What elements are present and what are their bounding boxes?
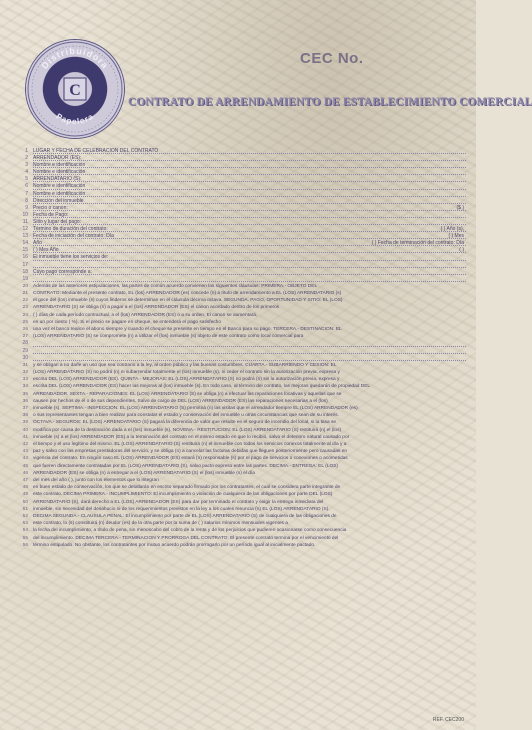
fill-line[interactable] <box>33 360 466 361</box>
form-row <box>14 233 466 240</box>
line-number: 7 <box>25 190 28 197</box>
clause-text: que fueren directamente contratadas por EL (LOS) ARRENDATARIO (S), salvo pacto expreso entre las partes. DECIMA.- ENTREGA: EL (LOS) <box>33 463 338 469</box>
line-number: 28 <box>22 340 28 347</box>
line-number: 4 <box>25 169 28 176</box>
line-number: 43 <box>22 449 28 455</box>
line-number: 13 <box>22 233 28 240</box>
line-number: 22 <box>22 298 28 304</box>
field-label: Nombre e identificación <box>33 190 86 197</box>
clause-text: la fecha del incumplimiento, a título de pena, sin menoscabo del cobro de la renta y de los perjuicios que pudieren ocasionarse como consecuencia <box>33 528 347 534</box>
field-label: Dirección del inmueble <box>33 197 84 204</box>
clause-text: escrita DEL (LOS) ARRENDADOR (ES) hacer las mejoras al (los) inmueble (s). En todo caso, al término del contrato, las mejoras quedarán de propiedad DEL <box>33 384 371 390</box>
svg-text:Distribuidora: Distribuidora <box>39 45 111 71</box>
form-row <box>14 191 466 198</box>
field-label: ARRENDADOR (ES): <box>33 155 82 162</box>
seal-graphic-icon <box>26 40 124 138</box>
company-seal-logo <box>26 40 124 138</box>
line-number: 39 <box>22 420 28 426</box>
clause-text: modifica por causa de la destinación dada a el (los) inmueble (s). NOVENA.- RESTITUCION: EL (LOS) ARRENDATARIO (S) restituirá (n) el (los) <box>33 427 342 433</box>
clause-line <box>14 391 466 398</box>
header-fields-section <box>14 148 466 283</box>
form-row <box>14 169 466 176</box>
clause-text: ARRENDADOR. SEXTA.- REPARACIONES: EL (LOS) ARRENDATARIO (S) se obliga (n) a efectuar las reparaciones locativas y aquellas que se <box>33 391 342 397</box>
field-label: Fecha de iniciación del contrato: Día <box>33 233 114 240</box>
clause-text: inmueble, sin necesidad del desahucio ni de los requerimientos previstos en la ley a los cuales renuncia (n) EL (LOS) ARRENDATARIO (S). <box>33 506 330 512</box>
field-label: Año <box>33 240 42 247</box>
line-number: 18 <box>22 268 28 275</box>
field-extra-label: ( ) Año (s), <box>440 226 464 233</box>
clause-text: inmueble (s). SEPTIMA.- INSPECCION: EL (LOS) ARRENDATARIO (S) permitirá (n) las visitas que el arrendador tiempre EL (LOS) ARRENDADOR (es) <box>33 405 358 411</box>
line-number: 27 <box>22 334 28 340</box>
line-number: 26 <box>22 327 28 332</box>
form-row <box>14 240 466 247</box>
line-number: 16 <box>22 254 28 261</box>
clause-text: el goce del (los) inmueble (s) cuyos linderos se determinan en el cláusula décima octava. SEGUNDA. PAGO, OPORTUNIDAD Y SITIO: EL (LOS) <box>33 298 343 304</box>
clause-line <box>14 369 466 376</box>
clause-line <box>14 520 466 527</box>
line-number: 2 <box>25 155 28 162</box>
line-number: 50 <box>22 499 28 505</box>
clause-line <box>14 297 466 304</box>
clause-text: este contrato. DECIMA PRIMERA.- INCUMPLIMIENTO: El incumplimiento o violación de cualquiera de las obligaciones por parte DEL (LOS) <box>33 492 333 498</box>
clause-line <box>14 312 466 319</box>
form-row <box>14 162 466 169</box>
clause-line <box>14 419 466 426</box>
line-number: 23 <box>22 305 28 311</box>
clause-line <box>14 441 466 448</box>
clause-text: este contrato, lo (s) constituirá (n) deudor (es) de la otra parte por la suma de ( ) salarios mínimos mensuales vigentes a <box>33 521 288 527</box>
clause-text: o sus representantes tengan a bien realizar para constatar el estado y conservación del inmueble u otras circunstancias que sean de su interés. <box>33 413 339 419</box>
clause-text: ARRENDADOR (ES) se obliga (n) a entregar a el (LOS) ARRENDATARIO (S) el (los) inmueble (s) el día <box>33 470 255 476</box>
clause-text: y se obligan a no darle un uso que sea contrario a la ley, al orden público y las buenas costumbres. CUARTA.- SUBARRIENDO Y CESION: EL <box>33 362 337 368</box>
destination-fields-section <box>14 340 466 361</box>
form-row <box>14 183 466 190</box>
line-number: 47 <box>22 477 28 483</box>
clause-line <box>14 283 466 290</box>
line-number: 36 <box>22 398 28 404</box>
line-number: 40 <box>22 427 28 433</box>
fill-line[interactable] <box>33 346 466 347</box>
clause-text: escrita DEL (LOS) ARRENDADOR (ES). QUINTA.- MEJORAS: EL (LOS) ARRENDATARIO (S) no podrá (n) sin la autorización previa, expresa y <box>33 377 340 383</box>
line-number: 29 <box>22 347 28 354</box>
clause-line <box>14 405 466 412</box>
line-number: 12 <box>22 226 28 233</box>
clause-text: OCTAVA.- SEGUROS: EL (LOS) ARRENDATARIO (S) pagará la diferencia de valor que resulte en el seguro de incendio del local, si la tasa se <box>33 420 337 426</box>
clause-text: inmueble (s) a el (los) ARRENDADOR (ES) a la terminación del contrato en el mismo estado en que lo recibió, salvo el deterioro natural causado por <box>33 434 350 440</box>
fill-line[interactable] <box>33 353 466 354</box>
field-extra-label: ( ) Fecha de terminación del contrato: Día <box>371 240 464 247</box>
fill-line[interactable] <box>33 267 466 268</box>
line-number: 11 <box>22 218 28 225</box>
svg-text:C: C <box>69 82 81 99</box>
form-row <box>14 198 466 205</box>
line-number: 3 <box>25 162 28 169</box>
clause-line <box>14 513 466 520</box>
clause-text: (LOS) ARRENDATARIO (S) no podrá (n) ni subarrendar totalmente el (los) inmueble (s), ni ceder el contrato sin la autorización previa, expresa y <box>33 369 340 375</box>
clause-text: ( ) días de cada período contractual, a el (los) ARRENDADOR (ES) o a su orden. El canon se aumentará, <box>33 312 258 318</box>
form-row <box>14 269 466 276</box>
line-number: 35 <box>22 391 28 397</box>
svg-text:Papelera: Papelera <box>54 111 96 127</box>
field-label: Nombre e identificación <box>33 183 86 190</box>
form-row <box>14 148 466 155</box>
form-row <box>14 176 466 183</box>
field-extra-label: ($ ) <box>456 204 464 211</box>
line-number: 38 <box>22 413 28 419</box>
field-label: Cuyo pago corresponde a: <box>33 268 92 275</box>
line-number: 45 <box>22 463 28 469</box>
clause-text: en un por ciento ( %). Si el precio se pagare en cheque, se entenderá el pago satisfecho <box>33 319 221 325</box>
clause-line <box>14 484 466 491</box>
field-extra-label: ( ) <box>459 247 464 254</box>
line-number: 49 <box>22 492 28 498</box>
clause-line <box>14 455 466 462</box>
line-number: 44 <box>22 456 28 462</box>
form-row <box>14 348 466 355</box>
clause-text: vigencia del contrato. En ningún caso EL (LOS) ARRENDADOR (ES) estará (n) responsable (s) por el pago de servicios o conexiones o acometidas <box>33 456 348 462</box>
line-number: 46 <box>22 470 28 476</box>
field-label: Fecha de Pago: <box>33 211 69 218</box>
field-label: ARRENDATARIO (S): <box>33 176 82 183</box>
line-number: 33 <box>22 377 28 383</box>
clause-line <box>14 326 466 333</box>
clause-line <box>14 470 466 477</box>
clause-line <box>14 362 466 369</box>
form-row <box>14 340 466 347</box>
field-label: Nombre e identificación <box>33 169 86 176</box>
line-number: 53 <box>22 521 28 527</box>
clause-line <box>14 491 466 498</box>
line-number: 24 <box>22 312 28 318</box>
line-number: 17 <box>22 261 28 268</box>
line-number: 10 <box>22 211 28 218</box>
line-number: 25 <box>22 319 28 325</box>
line-number: 52 <box>22 513 28 519</box>
field-label: LUGAR Y FECHA DE CELEBRACION DEL CONTRATO <box>33 148 159 154</box>
line-number: 5 <box>25 176 28 183</box>
form-row <box>14 226 466 233</box>
clause-line <box>14 304 466 311</box>
line-number: 42 <box>22 441 28 447</box>
line-number: 30 <box>22 354 28 361</box>
line-number: 20 <box>22 283 28 289</box>
clause-line <box>14 506 466 513</box>
clause-line <box>14 290 466 297</box>
clause-text: del incumplimiento. DECIMA TERCERA.- TERMINACION Y PRORROGA DEL CONTRATO: El presente contrato termina por el vencimiento del <box>33 535 339 541</box>
form-row <box>14 262 466 269</box>
field-label: ( ) Mes Año <box>33 247 59 254</box>
form-row <box>14 219 466 226</box>
clause-line <box>14 499 466 506</box>
line-number: 51 <box>22 506 28 512</box>
line-number: 14 <box>22 240 28 247</box>
clause-line <box>14 434 466 441</box>
fill-line[interactable] <box>33 281 466 282</box>
clause-line <box>14 412 466 419</box>
clause-text: Además de las anteriores estipulaciones, las partes de común acuerdo convienen las siguientes cláusulas: PRIMERA.- OBJETO DEL <box>33 283 318 289</box>
field-label: Término de duración del contrato: <box>33 226 108 233</box>
clause-line <box>14 535 466 542</box>
form-row <box>14 155 466 162</box>
clause-text: CONTRATO: Mediante el presente contrato, EL (los) ARRENDADOR (es) concede (n) a título de arrendamiento a EL (LOS) ARRENDATARIO (s) <box>33 290 342 296</box>
clause-text: ARRENDATARIO (S) se obliga (n) a pagar a el (los) ARRENDADOR (ES) el canon acordado dentro de los primeros <box>33 305 280 311</box>
clause-text: DECIMA SEGUNDA.- CLAUSULA PENAL: El incumplimiento por parte de EL (LOS) ARRENDATARIO (S) de cualquiera de las obligaciones de <box>33 513 337 519</box>
form-row <box>14 247 466 254</box>
line-number: 31 <box>22 362 28 368</box>
clause-line <box>14 427 466 434</box>
field-label: El inmueble tiene los servicios de: <box>33 254 109 261</box>
clause-text: del mes del año ( ), junto con los elementos que lo integran <box>33 477 159 483</box>
form-row <box>14 205 466 212</box>
clause-text: (LOS) ARRENDATARIO (S) se compromete (n) a utilizar el (los) inmueble (s) objeto de este contrato como local comercial para <box>33 334 304 340</box>
contract-form <box>14 148 466 549</box>
clause-line <box>14 333 466 340</box>
line-number: 21 <box>22 290 28 296</box>
clause-line <box>14 527 466 534</box>
line-number: 37 <box>22 405 28 411</box>
line-number: 55 <box>22 535 28 541</box>
clause-text: en buen estado de conservación, los que se detallarán en escrito separado firmado por los contratantes, el cual se considera parte integrante de <box>33 485 341 491</box>
cec-number-label: CEC No. <box>300 50 364 67</box>
clause-line <box>14 376 466 383</box>
document-title: CONTRATO DE ARRENDAMIENTO DE ESTABLECIMIENTO COMERCIAL <box>128 96 532 108</box>
line-number: 41 <box>22 434 28 440</box>
clause-text: término estipulado. No obstante, los contratantes por mutuo acuerdo podrán prorrogarlo por un período igual al inicialmente pactado. <box>33 542 316 548</box>
clause-line <box>14 477 466 484</box>
line-number: 8 <box>25 197 28 204</box>
clauses-section-1 <box>14 283 466 341</box>
form-row <box>14 212 466 219</box>
clause-text: ARRENDATARIO (S), dará derecho a EL (LOS) ARRENDADOR (ES) para dar por terminado el contrato y exigir la entrega inmediata del <box>33 499 324 505</box>
clause-text: causen por hechos de él o de sus dependientes. Salvo de cargo de DEL (LOS) ARRENDADOR (ES) las reparaciones necesarias a el (los) <box>33 398 328 404</box>
clause-line <box>14 463 466 470</box>
clauses-section-2 <box>14 362 466 549</box>
clause-line <box>14 319 466 326</box>
line-number: 34 <box>22 384 28 390</box>
field-extra-label: ( ) Mes <box>448 233 464 240</box>
line-number: 54 <box>22 528 28 534</box>
form-row <box>14 355 466 362</box>
line-number: 48 <box>22 485 28 491</box>
line-number: 19 <box>22 275 28 282</box>
clause-line <box>14 383 466 390</box>
line-number: 1 <box>25 148 28 154</box>
line-number: 56 <box>22 542 28 548</box>
clause-line <box>14 448 466 455</box>
line-number: 9 <box>25 204 28 211</box>
clause-text: una vez el banco realice el abono siempre y cuando el cheque se presente en tiempo en el Banco para su pago. TERCERA.- DESTINACION: EL <box>33 327 342 332</box>
line-number: 6 <box>25 183 28 190</box>
form-row <box>14 254 466 261</box>
clause-text: el tiempo y el uso legítimo del mismo. EL (LOS) ARRENDATARIO (S) restituirá (n) el inmueble con todos los servicios conexos totalmente al día y a <box>33 441 347 447</box>
clause-text: paz y salvo con las empresas prestadoras del servicio, y se obliga (n) a cancelar las facturas debidas que lleguen posteriormente pero causadas en <box>33 449 348 455</box>
form-row <box>14 276 466 283</box>
line-number: 15 <box>22 247 28 254</box>
field-label: Nombre e identificación <box>33 162 86 169</box>
clause-line <box>14 398 466 405</box>
field-label: Precio o canon: <box>33 204 68 211</box>
field-label: Sitio y lugar del pago: <box>33 218 82 225</box>
reference-code: REF. CEC200 <box>432 717 464 723</box>
clause-line <box>14 542 466 549</box>
line-number: 32 <box>22 369 28 375</box>
